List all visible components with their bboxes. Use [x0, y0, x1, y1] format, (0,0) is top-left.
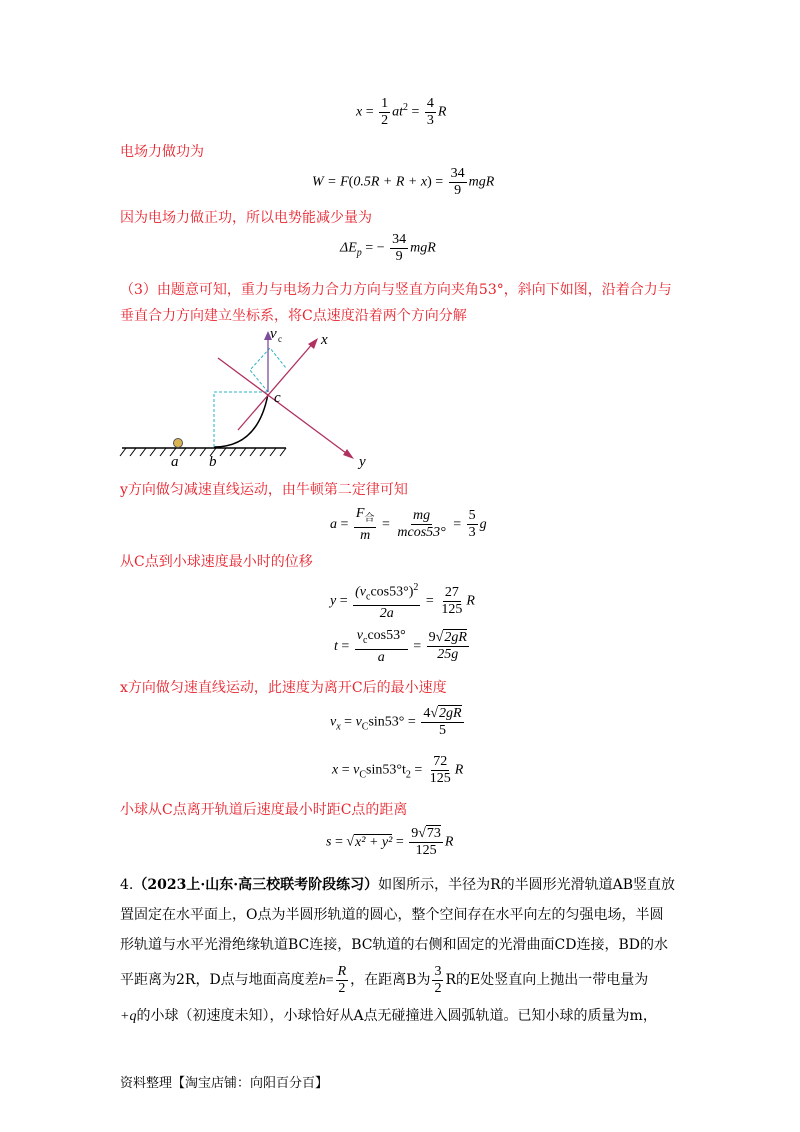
eq7-mid-sub: C [361, 721, 369, 733]
eq5-fn-rest: cos53°) [370, 584, 414, 600]
equation-y-displacement: y = $\frac{(v_c\cos 53^\circ)^2}{2a}$ = $\frac{27}{125}$ R [330, 582, 475, 622]
eq8-lhs: x [332, 762, 339, 778]
q4-h: h [318, 973, 326, 988]
eq4-rhs: g [479, 517, 487, 533]
eq7-mid: v [355, 714, 362, 730]
equation-distance: s = √x² + y² = $\frac{9√73}{125}$ R [326, 826, 454, 858]
eq8-fn: 72 [433, 754, 448, 769]
q4-text-4a: 平距离为2R，D点与地面高度差 [120, 972, 319, 988]
eq8-rhs: R [454, 762, 464, 778]
eq1-f1n: 1 [381, 96, 389, 111]
eq3-rhs: mgR [410, 240, 436, 256]
label-x-axis: x [321, 332, 328, 348]
eq6-fn-sub: c [363, 634, 368, 646]
eq9-fn-pre: 9 [411, 826, 419, 841]
eq5-fn-sub: c [366, 591, 371, 603]
text-distance: 小球从C点离开轨道后速度最小时距C点的距离 [120, 802, 408, 818]
eq1-mid: at [392, 104, 404, 120]
eq4-f1d: m [360, 527, 371, 543]
text-from-c: 从C点到小球速度最小时的位移 [120, 554, 313, 570]
eq7-fn-pre: 4 [423, 706, 431, 721]
q4-line4: 平距离为2R，D点与地面高度差h= $\frac{R}{2}$ ，在距离B为 $\frac{3}{2}$ R的E处竖直向上抛出一带电量为 [120, 963, 649, 996]
eq9-rhs: R [444, 834, 454, 850]
text-work: 电场力做功为 [120, 144, 204, 160]
eq5-fn: (v [355, 584, 367, 600]
eq1-lhs: x [356, 104, 363, 120]
eq1-f2n: 4 [426, 96, 434, 111]
eq6-lhs: t [334, 639, 338, 655]
eq2-fn: 34 [450, 166, 465, 181]
equation-energy: $\Delta E_p$ = − $\frac{34}{9}$ mgR [340, 232, 436, 264]
label-y-axis: y [359, 454, 366, 470]
q4-text-5: 的小球（初速度未知），小球恰好从A点无碰撞进入圆弧轨道。已知小球的质量为m， [136, 1008, 657, 1024]
eq4-f2d: mcos53° [397, 525, 446, 541]
eq4-f3n: 5 [468, 508, 476, 524]
eq5-rhs: R [466, 593, 475, 609]
equation-acceleration: a = $\frac{F_合}{m}$ = $\frac{mg}{mcos53^\circ}$ = $\frac{5}{3}$ g [330, 506, 487, 543]
eq6-fd: a [377, 649, 385, 665]
eq6-fn-rest: cos53° [367, 628, 406, 643]
footer-source: 资料整理【淘宝店铺：向阳百分百】 [120, 1076, 329, 1091]
equation-vx: $v_x = v_C\sin 53^\circ$ = $\frac{4√2gR}{5}$ [330, 706, 462, 738]
eq7-fd: 5 [438, 723, 446, 738]
label-point-a: a [171, 454, 179, 470]
eq9-fd: 125 [415, 843, 437, 858]
q4-line2: 置固定在水平面上，O点为半圆形轨道的圆心，整个空间存在水平向左的匀强电场，半圆 [120, 907, 664, 923]
eq3-lhs: ΔE [340, 240, 357, 256]
text-y-direction: y方向做匀减速直线运动，由牛顿第二定律可知 [120, 482, 408, 498]
label-point-b: b [209, 454, 217, 470]
q4-source: （2023上·山东·高三校联考阶段练习） [133, 877, 379, 893]
equation-x-displacement: $x = v_C\sin 53^\circ t_2$ = $\frac{72}{125}$ R [332, 754, 464, 786]
eq5-f2n: 27 [444, 584, 459, 600]
eq1-exp: 2 [403, 102, 409, 114]
equation-time: t = $\frac{v_c\cos 53^\circ}{a}$ = $\frac{9√2gR}{25g}$ [334, 628, 467, 665]
text-energy: 因为电场力做正功，所以电势能减少量为 [120, 210, 372, 226]
eq5-lhs: y [330, 593, 337, 609]
text-x-direction: x方向做匀速直线运动，此速度为离开C后的最小速度 [120, 680, 447, 696]
q4-frac2-n: 3 [434, 963, 442, 979]
label-vc: v [270, 326, 277, 342]
eq3-fn: 34 [392, 232, 407, 247]
q4-line5 [120, 1001, 680, 1032]
eq8-mid-sub: C [359, 769, 367, 781]
q4-line1 [120, 870, 680, 900]
ball-icon [174, 439, 183, 448]
eq7-mid-rest: sin53° [368, 714, 405, 730]
q4-text-4b: ，在距离B为 [350, 972, 431, 988]
q4-line3: 形轨道与水平光滑绝缘轨道BC连接，BC轨道的右侧和固定的光滑曲面CD连接，BD的水 [120, 937, 668, 953]
eq6-fn: v [356, 628, 364, 643]
text-part3-line1: （3）由题意可知，重力与电场力合力方向与竖直方向夹角53°，斜向下如图，沿着合力与 [120, 282, 672, 298]
eq8-mid-rest: sin53°t [366, 762, 406, 778]
eq4-lhs: a [330, 517, 337, 533]
eq4-f3d: 3 [468, 525, 476, 541]
eq9-sqrt: x² + y² [355, 834, 393, 850]
text-part3-line2: 垂直合力方向建立坐标系，将C点速度沿着两个方向分解 [120, 308, 467, 324]
equation-displacement: x = $\frac{1}{2}$ $at^2$ = $\frac{4}{3}$ R [356, 96, 447, 128]
eq2-rhs: mgR [468, 174, 495, 190]
eq5-f2d: 125 [441, 601, 463, 617]
eq3-sign: − [376, 240, 385, 256]
eq3-fd: 9 [395, 249, 403, 264]
eq3-sub: p [356, 247, 362, 259]
velocity-decomposition-figure [118, 322, 378, 472]
label-vc-sub: c [278, 334, 282, 344]
eq1-f2d: 3 [426, 113, 434, 128]
eq7-lhs: v [330, 714, 337, 730]
eq5-fn-exp: 2 [413, 582, 419, 593]
q4-frac2-d: 2 [434, 980, 442, 996]
eq8-mid: v [353, 762, 360, 778]
eq7-fn-sqrt: 2gR [439, 706, 462, 721]
eq1-rhs: R [437, 104, 447, 120]
eq1-f1d: 2 [381, 113, 389, 128]
eq4-f1n-sub: 合 [364, 512, 375, 524]
eq7-lhs-sub: x [336, 721, 341, 733]
eq5-fd: 2a [379, 606, 394, 622]
q4-frac-n: R [337, 963, 347, 979]
eq9-fn-sqrt: 73 [426, 826, 441, 841]
eq2-lhs: W = F [312, 174, 349, 190]
eq4-f1n: F [355, 506, 365, 521]
q4-number: 4. [120, 877, 134, 893]
eq8-mid-sub2: 2 [405, 769, 411, 781]
question-4 [120, 870, 680, 1032]
eq9-lhs: s [326, 834, 332, 850]
q4-text-1: 如图所示，半径为R的半圆形光滑轨道AB竖直放 [378, 877, 676, 893]
label-point-c: c [274, 390, 281, 406]
eq2-inner: 0.5R + R + x [353, 174, 428, 190]
eq6-f2n-sqrt: 2gR [444, 630, 467, 646]
eq4-f2n: mg [413, 508, 431, 524]
eq2-fd: 9 [454, 183, 462, 198]
eq6-f2n-pre: 9 [428, 630, 436, 646]
eq8-fd: 125 [429, 771, 451, 786]
q4-text-4c: R的E处竖直向上抛出一带电量为 [445, 972, 649, 988]
q4-frac-d: 2 [338, 980, 346, 996]
equation-work: W = F(0.5R + R + x) = $\frac{34}{9}$ mgR [312, 166, 495, 198]
q4-charge: +q [120, 1009, 137, 1024]
eq6-f2d: 25g [437, 647, 459, 663]
